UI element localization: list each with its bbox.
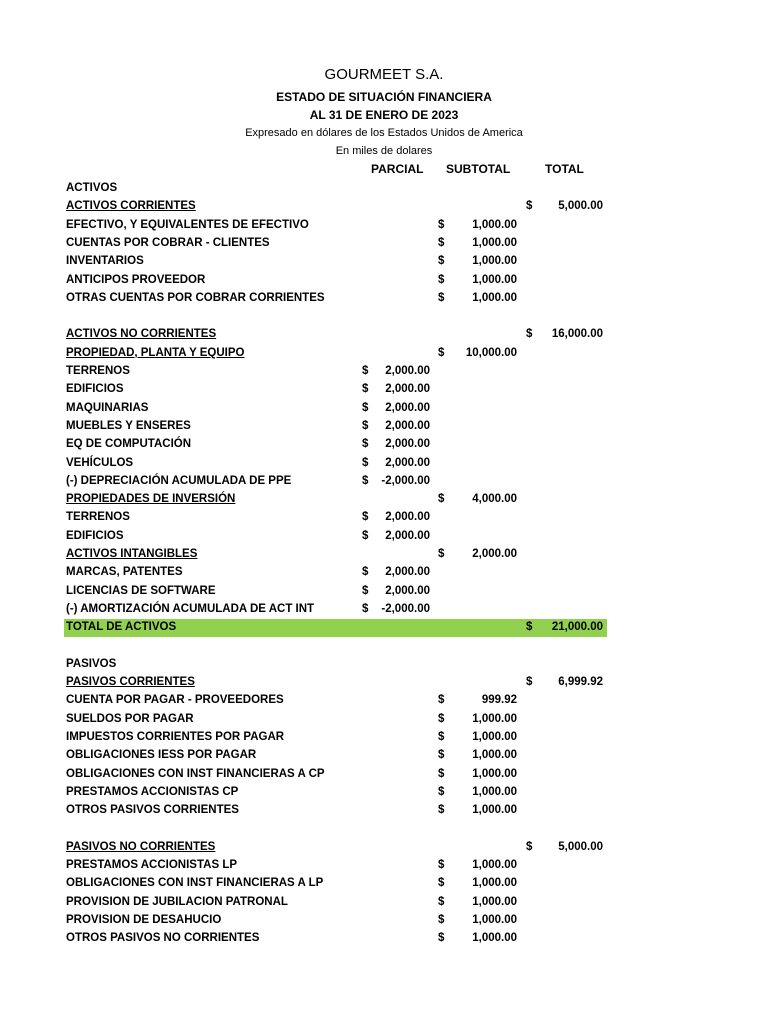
- table-row: [64, 198, 607, 216]
- total-amount: 21,000.00: [551, 621, 603, 634]
- currency-note: Expresado en dólares de los Estados Unidos de America: [245, 127, 523, 139]
- statement-title: ESTADO DE SITUACIÓN FINANCIERA: [276, 90, 492, 104]
- subtotal-currency-symbol: $: [438, 785, 445, 798]
- row-label: PRESTAMOS ACCIONISTAS CP: [66, 785, 239, 798]
- subtotal-currency-symbol: $: [438, 218, 445, 231]
- table-row: [64, 912, 607, 930]
- subtotal-currency-symbol: $: [438, 493, 445, 506]
- subtotal-currency-symbol: $: [438, 236, 445, 249]
- table-row: [64, 857, 607, 875]
- subtotal-amount: 1,000.00: [472, 895, 517, 908]
- parcial-currency-symbol: $: [362, 456, 369, 469]
- parcial-currency-symbol: $: [362, 401, 369, 414]
- subtotal-currency-symbol: $: [438, 749, 445, 762]
- row-label: OTROS PASIVOS CORRIENTES: [66, 804, 239, 817]
- subtotal-currency-symbol: $: [438, 291, 445, 304]
- subtotal-currency-symbol: $: [438, 859, 445, 872]
- table-row: [64, 564, 607, 582]
- table-row: [64, 400, 607, 418]
- table-row: [64, 381, 607, 399]
- table-row: [64, 875, 607, 893]
- row-label: ACTIVOS NO CORRIENTES: [66, 328, 217, 341]
- parcial-amount: -2,000.00: [381, 602, 430, 615]
- subtotal-amount: 1,000.00: [472, 914, 517, 926]
- subtotal-amount: 1,000.00: [472, 804, 517, 817]
- row-label: CUENTAS POR COBRAR - CLIENTES: [66, 236, 270, 249]
- total-currency-symbol: $: [526, 621, 533, 634]
- row-label: OTRAS CUENTAS POR COBRAR CORRIENTES: [66, 291, 325, 304]
- subtotal-amount: 999.92: [481, 694, 517, 707]
- table-row: [64, 894, 607, 912]
- table-row: [64, 766, 607, 784]
- subtotal-amount: 10,000.00: [465, 346, 517, 359]
- spacer-row: [64, 638, 607, 656]
- row-label: LICENCIAS DE SOFTWARE: [66, 584, 216, 597]
- row-label: SUELDOS POR PAGAR: [66, 712, 194, 725]
- subtotal-currency-symbol: $: [438, 932, 445, 945]
- row-label: INVENTARIOS: [66, 255, 144, 268]
- row-label: ACTIVOS INTANGIBLES: [66, 548, 198, 560]
- table-row: [64, 217, 607, 235]
- row-label: EDIFICIOS: [66, 383, 124, 396]
- subtotal-amount: 1,000.00: [472, 236, 517, 249]
- table-row: [64, 839, 607, 857]
- row-label: PROVISION DE DESAHUCIO: [66, 914, 222, 926]
- row-label: PASIVOS: [66, 657, 117, 670]
- subtotal-amount: 1,000.00: [472, 877, 517, 890]
- table-row: [64, 455, 607, 473]
- subtotal-amount: 1,000.00: [472, 291, 517, 304]
- parcial-amount: 2,000.00: [385, 566, 430, 579]
- table-row: [64, 747, 607, 765]
- subtotal-amount: 1,000.00: [472, 255, 517, 268]
- subtotal-currency-symbol: $: [438, 694, 445, 707]
- parcial-currency-symbol: $: [362, 511, 369, 524]
- row-label: PASIVOS CORRIENTES: [66, 676, 195, 689]
- row-label: TOTAL DE ACTIVOS: [66, 621, 177, 634]
- row-label: PROVISION DE JUBILACION PATRONAL: [66, 895, 288, 908]
- total-amount: 5,000.00: [558, 840, 603, 853]
- parcial-currency-symbol: $: [362, 365, 369, 377]
- parcial-amount: 2,000.00: [385, 511, 430, 524]
- row-label: ACTIVOS CORRIENTES: [66, 200, 196, 213]
- row-label: OBLIGACIONES CON INST FINANCIERAS A CP: [66, 767, 325, 780]
- subtotal-amount: 1,000.00: [472, 731, 517, 743]
- table-row: [64, 235, 607, 253]
- row-label: CUENTA POR PAGAR - PROVEEDORES: [66, 694, 284, 707]
- row-label: MAQUINARIAS: [66, 401, 149, 414]
- table-row: [64, 546, 607, 564]
- row-label: TERRENOS: [66, 365, 130, 377]
- subtotal-currency-symbol: $: [438, 548, 445, 560]
- table-row: [64, 583, 607, 601]
- total-amount: 16,000.00: [551, 328, 603, 341]
- subtotal-currency-symbol: $: [438, 255, 445, 268]
- subtotal-amount: 1,000.00: [472, 218, 517, 231]
- subtotal-amount: 1,000.00: [472, 712, 517, 725]
- row-label: OTROS PASIVOS NO CORRIENTES: [66, 932, 260, 945]
- table-row: [64, 692, 607, 710]
- table-row: [64, 290, 607, 308]
- column-header-subtotal: SUBTOTAL: [446, 162, 511, 176]
- subtotal-amount: 1,000.00: [472, 932, 517, 945]
- column-header-parcial: PARCIAL: [371, 162, 424, 176]
- statement-date: AL 31 DE ENERO DE 2023: [309, 108, 459, 122]
- column-header-total: TOTAL: [545, 162, 584, 176]
- spacer-row: [64, 308, 607, 326]
- table-row: [64, 930, 607, 948]
- row-label: MARCAS, PATENTES: [66, 566, 183, 579]
- table-row: [64, 601, 607, 619]
- parcial-amount: 2,000.00: [385, 438, 430, 451]
- table-row: [64, 802, 607, 820]
- parcial-amount: 2,000.00: [385, 419, 430, 432]
- parcial-amount: 2,000.00: [385, 401, 430, 414]
- table-row: [64, 253, 607, 271]
- parcial-amount: 2,000.00: [385, 365, 430, 377]
- subtotal-amount: 2,000.00: [472, 548, 517, 560]
- row-label: (-) AMORTIZACIÓN ACUMULADA DE ACT INT: [66, 602, 315, 615]
- table-row: [64, 729, 607, 747]
- row-label: EQ DE COMPUTACIÓN: [66, 438, 192, 451]
- table-row: [64, 509, 607, 527]
- table-row: [64, 436, 607, 454]
- parcial-currency-symbol: $: [362, 474, 369, 487]
- parcial-currency-symbol: $: [362, 566, 369, 579]
- row-label: ANTICIPOS PROVEEDOR: [66, 273, 206, 286]
- subtotal-currency-symbol: $: [438, 273, 445, 286]
- row-label: PROPIEDADES DE INVERSIÓN: [66, 493, 236, 506]
- total-currency-symbol: $: [526, 328, 533, 341]
- subtotal-amount: 1,000.00: [472, 273, 517, 286]
- row-label: PASIVOS NO CORRIENTES: [66, 840, 216, 853]
- parcial-currency-symbol: $: [362, 383, 369, 396]
- subtotal-currency-symbol: $: [438, 731, 445, 743]
- company-name: GOURMEET S.A.: [324, 66, 444, 83]
- parcial-currency-symbol: $: [362, 602, 369, 615]
- subtotal-amount: 4,000.00: [472, 493, 517, 506]
- total-amount: 5,000.00: [558, 200, 603, 213]
- row-label: (-) DEPRECIACIÓN ACUMULADA DE PPE: [66, 474, 292, 487]
- table-row: [64, 711, 607, 729]
- subtotal-currency-symbol: $: [438, 895, 445, 908]
- total-row: [64, 619, 607, 637]
- table-row: [64, 363, 607, 381]
- subtotal-amount: 1,000.00: [472, 749, 517, 762]
- spacer-row: [64, 821, 607, 839]
- subtotal-currency-symbol: $: [438, 346, 445, 359]
- row-label: PRESTAMOS ACCIONISTAS LP: [66, 859, 238, 872]
- row-label: OBLIGACIONES IESS POR PAGAR: [66, 749, 257, 762]
- row-label: TERRENOS: [66, 511, 130, 524]
- table-row: [64, 473, 607, 491]
- subtotal-currency-symbol: $: [438, 712, 445, 725]
- total-currency-symbol: $: [526, 676, 533, 689]
- table-row: [64, 784, 607, 802]
- units-note: En miles de dolares: [335, 145, 433, 157]
- parcial-currency-symbol: $: [362, 419, 369, 432]
- subtotal-currency-symbol: $: [438, 767, 445, 780]
- parcial-amount: 2,000.00: [385, 529, 430, 542]
- table-row: [64, 326, 607, 344]
- total-currency-symbol: $: [526, 200, 533, 213]
- row-label: EDIFICIOS: [66, 529, 124, 542]
- row-label: ACTIVOS: [66, 182, 118, 194]
- row-label: OBLIGACIONES CON INST FINANCIERAS A LP: [66, 877, 324, 890]
- parcial-currency-symbol: $: [362, 438, 369, 451]
- table-row: [64, 180, 607, 198]
- table-row: [64, 656, 607, 674]
- row-label: EFECTIVO, Y EQUIVALENTES DE EFECTIVO: [66, 218, 309, 231]
- subtotal-amount: 1,000.00: [472, 785, 517, 798]
- parcial-amount: 2,000.00: [385, 383, 430, 396]
- total-currency-symbol: $: [526, 840, 533, 853]
- row-label: IMPUESTOS CORRIENTES POR PAGAR: [66, 731, 285, 743]
- total-amount: 6,999.92: [558, 676, 603, 689]
- subtotal-currency-symbol: $: [438, 804, 445, 817]
- subtotal-amount: 1,000.00: [472, 859, 517, 872]
- table-row: [64, 272, 607, 290]
- row-label: PROPIEDAD, PLANTA Y EQUIPO: [66, 346, 245, 359]
- parcial-currency-symbol: $: [362, 584, 369, 597]
- row-label: VEHÍCULOS: [66, 456, 134, 469]
- parcial-amount: 2,000.00: [385, 456, 430, 469]
- subtotal-currency-symbol: $: [438, 877, 445, 890]
- row-label: MUEBLES Y ENSERES: [66, 419, 191, 432]
- table-row: [64, 345, 607, 363]
- table-row: [64, 418, 607, 436]
- parcial-amount: 2,000.00: [385, 584, 430, 597]
- table-row: [64, 674, 607, 692]
- subtotal-currency-symbol: $: [438, 914, 445, 926]
- subtotal-amount: 1,000.00: [472, 767, 517, 780]
- table-row: [64, 491, 607, 509]
- parcial-currency-symbol: $: [362, 529, 369, 542]
- table-row: [64, 528, 607, 546]
- parcial-amount: -2,000.00: [381, 474, 430, 487]
